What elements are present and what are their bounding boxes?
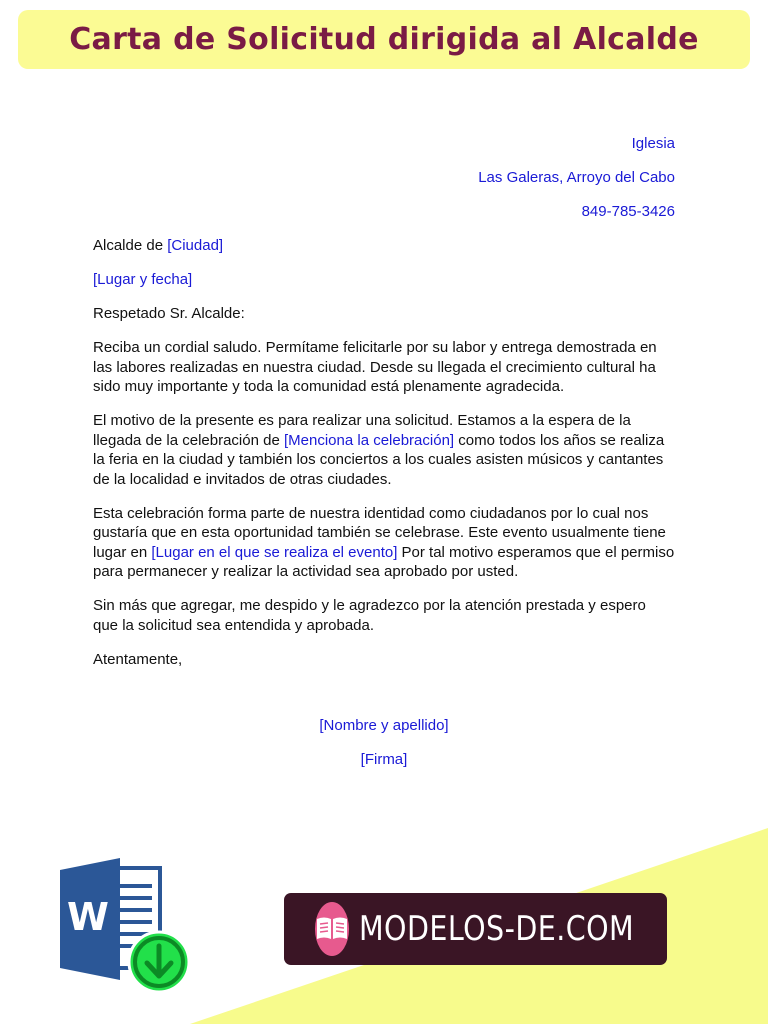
- paragraph-2-before: El motivo de la presente es para realizar una solicitud. Estamos a la espera de la llegada de la celebración de: [93, 412, 631, 449]
- paragraph-1: Reciba un cordial saludo. Permítame felicitarle por su labor y entrega demostrada en las labores realizadas en nuestra ciudad. Desde su llegada el crecimiento cultural ha sido muy importante y toda la comunidad está plenamente agradecida.: [93, 339, 657, 395]
- sender-phone: 849-785-3426: [581, 203, 675, 220]
- sender-address: Las Galeras, Arroyo del Cabo: [478, 169, 675, 186]
- recipient-line: [93, 236, 675, 256]
- signature-name-placeholder: [Nombre y apellido]: [319, 716, 449, 734]
- closing: Atentamente,: [93, 650, 183, 668]
- brand-text: MODELOS-DE.COM: [359, 909, 635, 949]
- paragraph-4: Sin más que agregar, me despido y le agradezco por la atención prestada y espero que la solicitud sea entendida y aprobada.: [93, 597, 646, 634]
- paragraph-3-after: Por tal motivo esperamos que el permiso para permanecer y realizar la actividad sea aprobado por usted.: [93, 543, 675, 580]
- paragraph-3: [93, 504, 675, 582]
- salutation: Respetado Sr. Alcalde:: [93, 305, 245, 322]
- signature-sign-placeholder: [Firma]: [360, 750, 408, 768]
- sender-name: Iglesia: [631, 135, 675, 152]
- paragraph-2-after: como todos los años se realiza la feria en la ciudad y también los conciertos a los cuales asisten músicos y cantantes de la localidad e invitados de otras ciudades.: [93, 431, 665, 488]
- place-date-placeholder: [Lugar y fecha]: [93, 271, 193, 288]
- word-download-button[interactable]: [58, 858, 194, 998]
- letter-body: [93, 134, 675, 784]
- download-arrow-icon: [129, 932, 189, 992]
- title-banner: [18, 10, 750, 69]
- paragraph-3-before: Esta celebración forma parte de nuestra identidad como ciudadanos por lo cual nos gustaría que en esta oportunidad también se celebrase. Este evento usualmente tiene lugar en: [93, 504, 666, 561]
- paragraph-2: [93, 411, 675, 489]
- event-location-placeholder: [Lugar en el que se realiza el evento]: [151, 543, 398, 561]
- page-title: Carta de Solicitud dirigida al Alcalde: [69, 22, 699, 57]
- recipient-prefix: Alcalde de: [93, 237, 168, 254]
- celebration-placeholder: [Menciona la celebración]: [283, 431, 455, 449]
- open-book-icon: [315, 902, 349, 956]
- signature-gap: [93, 684, 675, 716]
- svg-text:W: W: [67, 895, 109, 939]
- brand-logo[interactable]: [284, 893, 667, 965]
- city-placeholder: [Ciudad]: [167, 237, 224, 254]
